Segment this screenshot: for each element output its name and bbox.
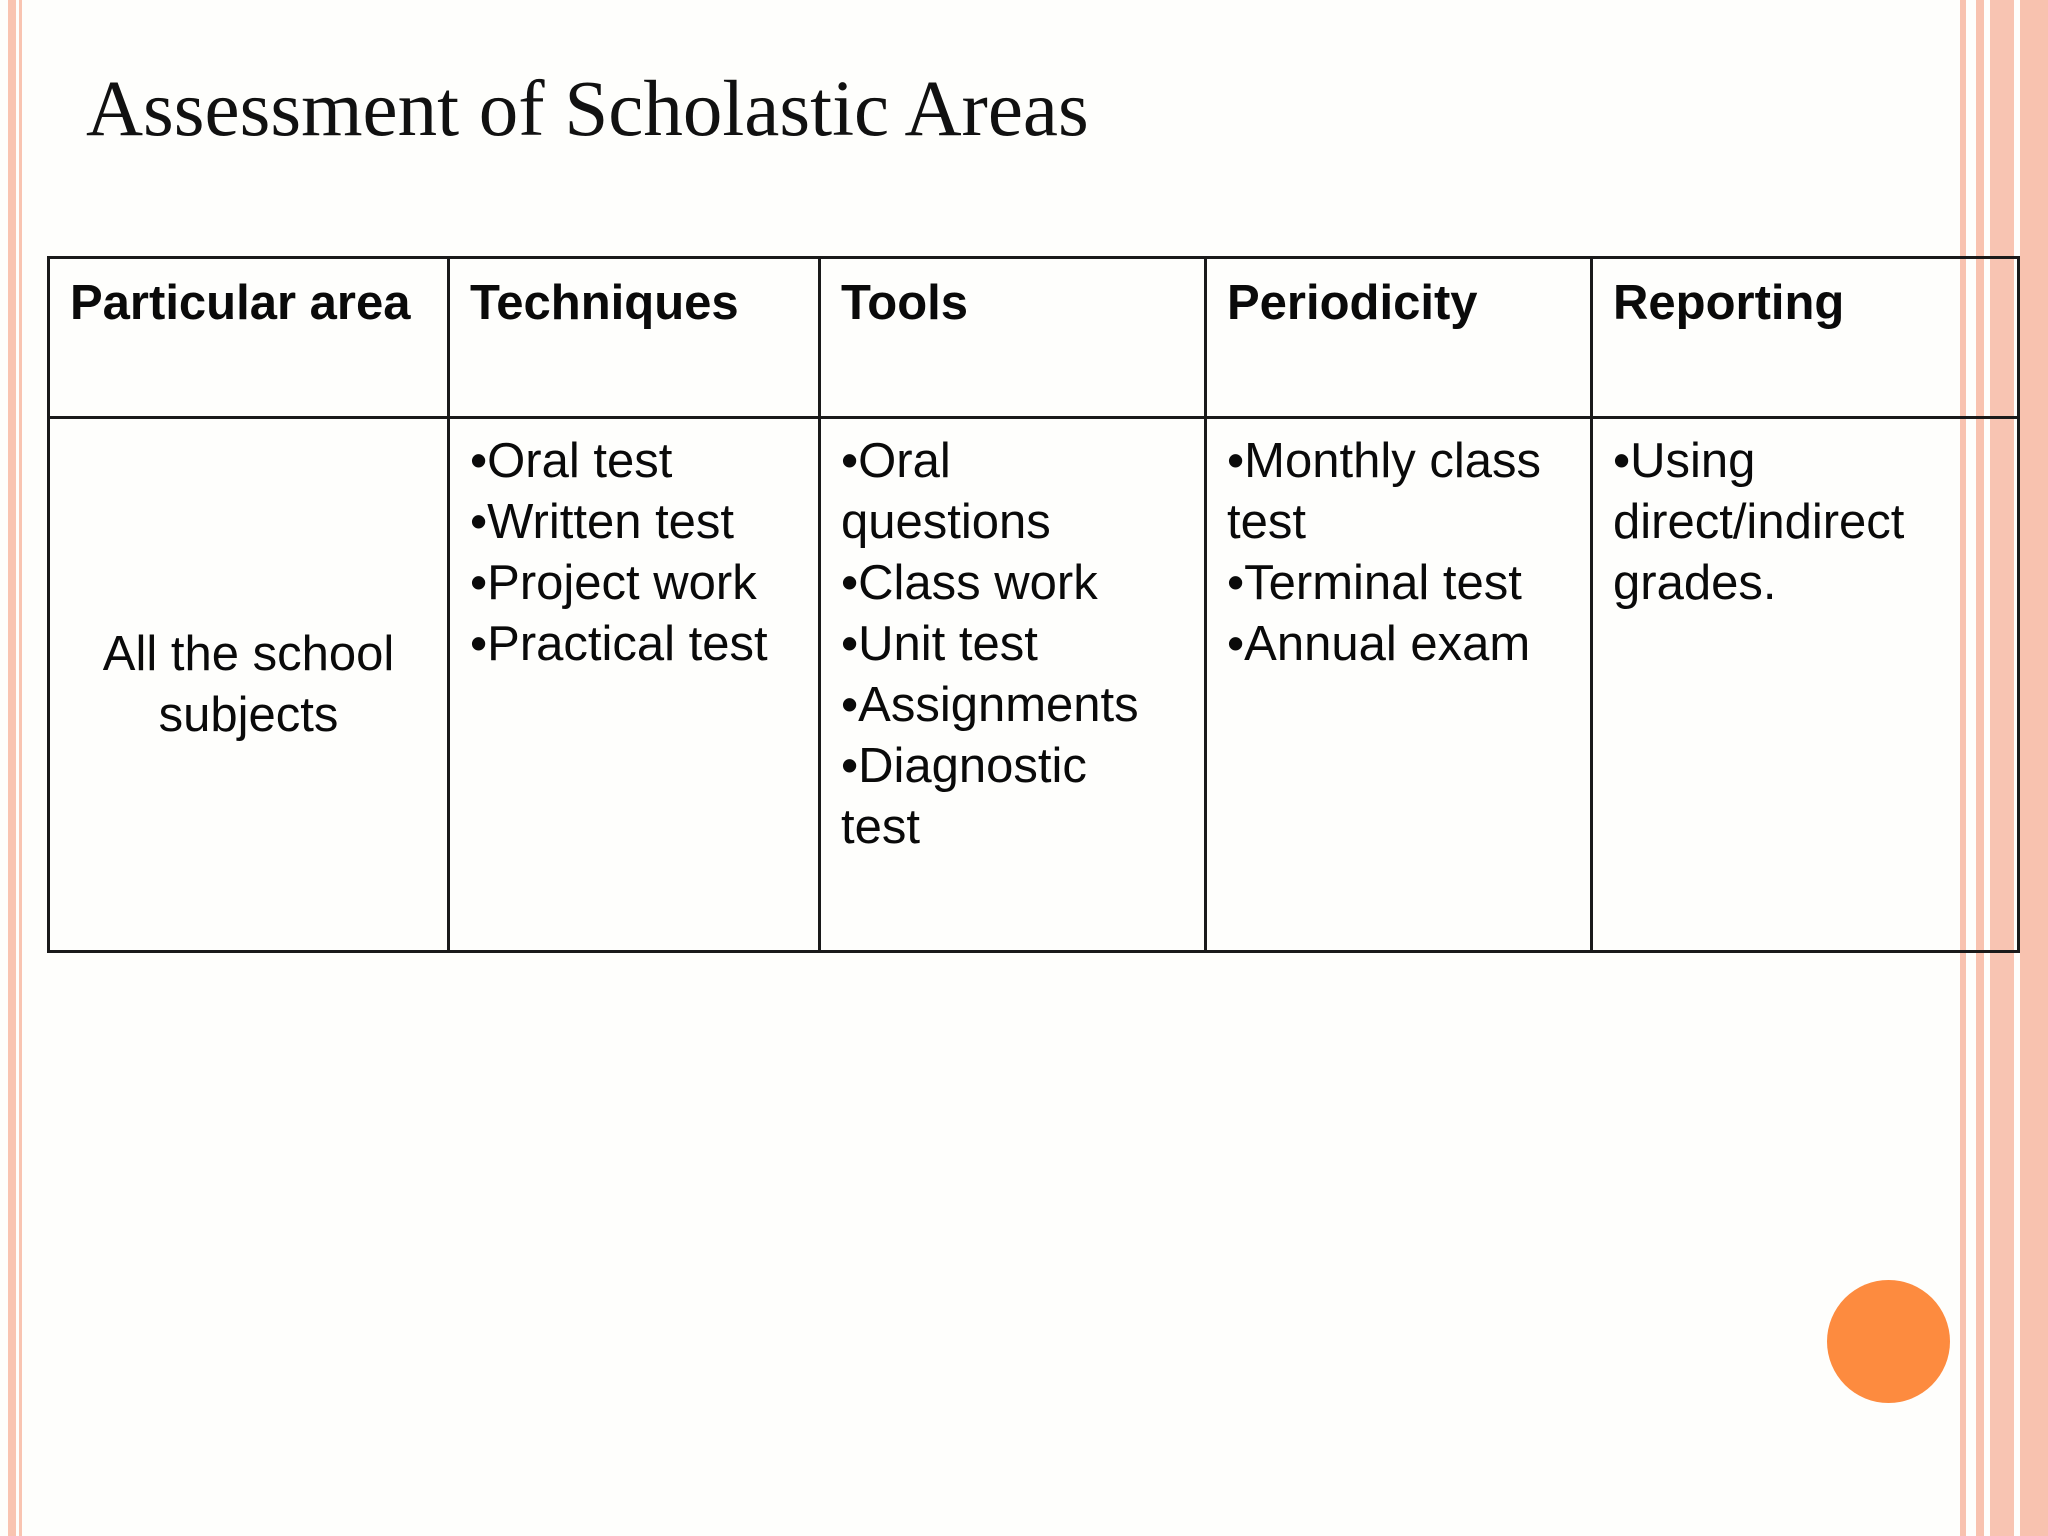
list-item: •Practical test — [470, 617, 768, 671]
list-item: •Class work — [841, 556, 1098, 610]
list-item: questions — [841, 495, 1051, 549]
cell-reporting — [1592, 418, 2019, 952]
right-decor-stripe-4 — [2020, 0, 2048, 1536]
list-item: •Assignments — [841, 678, 1139, 732]
list-item: •Monthly class — [1227, 434, 1541, 488]
assessment-table — [47, 256, 2020, 953]
cell-particular-area — [49, 418, 449, 952]
cell-periodicity — [1206, 418, 1592, 952]
list-item: •Unit test — [841, 617, 1038, 671]
list-item: test — [841, 800, 920, 854]
list-item: •Terminal test — [1227, 556, 1522, 610]
table-header-row — [49, 258, 2019, 418]
orange-circle-decoration — [1827, 1280, 1950, 1403]
table-row — [49, 418, 2019, 952]
list-item: •Annual exam — [1227, 617, 1531, 671]
list-item: direct/indirect — [1613, 495, 1905, 549]
header-periodicity: Periodicity — [1206, 258, 1592, 418]
list-item: •Oral — [841, 434, 951, 488]
header-particular-area: Particular area — [49, 258, 449, 418]
list-item: •Using — [1613, 434, 1756, 488]
header-tools: Tools — [820, 258, 1206, 418]
list-item: •Oral test — [470, 434, 673, 488]
left-decor-stripe-thin — [19, 0, 22, 1536]
list-item: •Written test — [470, 495, 735, 549]
slide-title: Assessment of Scholastic Areas — [86, 66, 1089, 153]
cell-tools — [820, 418, 1206, 952]
header-techniques: Techniques — [449, 258, 820, 418]
cell-line: subjects — [158, 687, 339, 742]
header-reporting: Reporting — [1592, 258, 2019, 418]
left-decor-stripe — [8, 0, 16, 1536]
list-item: •Project work — [470, 556, 757, 610]
list-item: grades. — [1613, 556, 1777, 610]
cell-line: All the school — [102, 626, 395, 681]
list-item: •Diagnostic — [841, 739, 1087, 793]
cell-techniques — [449, 418, 820, 952]
list-item: test — [1227, 495, 1306, 549]
